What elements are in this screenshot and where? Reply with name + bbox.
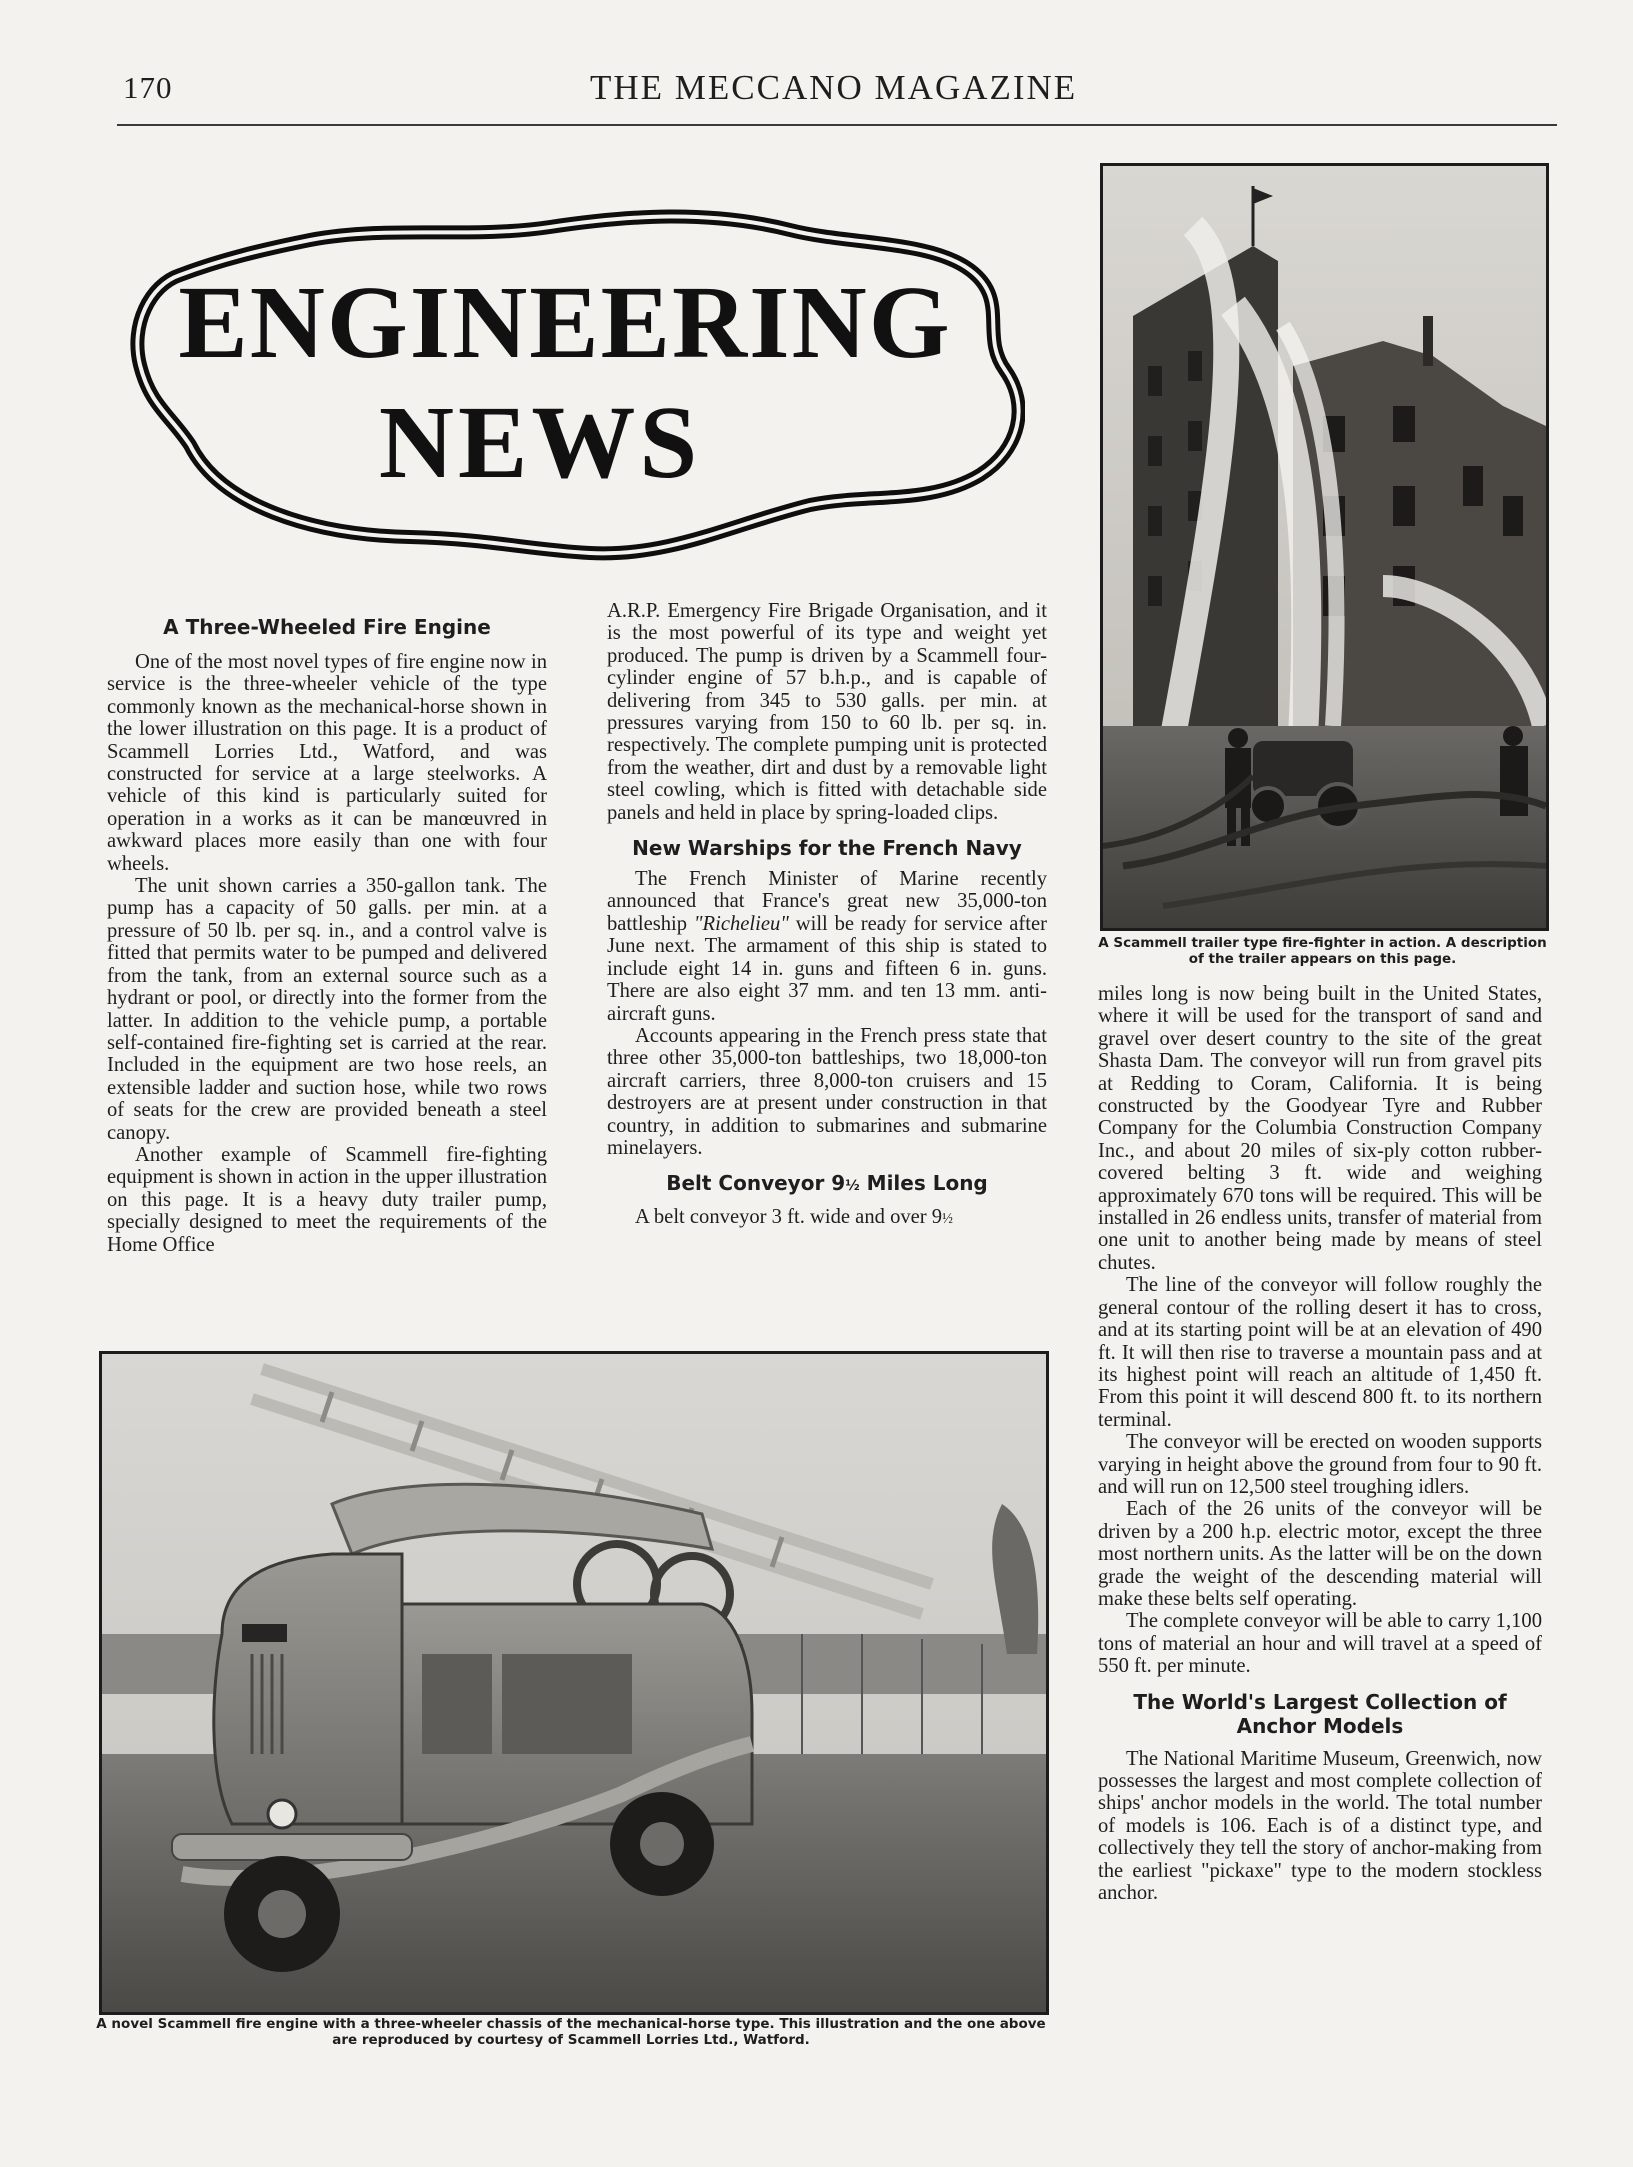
trailer-fire-fighter-photo bbox=[1100, 163, 1549, 931]
three-wheeler-fire-engine-photo bbox=[99, 1351, 1049, 2015]
cab bbox=[214, 1554, 402, 1824]
warships-paragraph: The French Minister of Marine recently announced that France's great new 35,000-ton battleship "Richelieu" will be ready for service after June next. The armament of this ship is stated to include eight 14 in. guns and fifteen 6 in. guns. There are also eight 37 mm. and ten 13 mm. anti-aircraft guns. bbox=[607, 868, 1047, 1025]
conveyor-paragraph: miles long is now being built in the United States, where it will be used for the transport of sand and gravel over desert country to the site of the great Shasta Dam. The conveyor will run from gravel pits at Redding to Coram, California. It is being constructed by the Goodyear Tyre and Rubber Company for the Columbia Construction Company Inc., and about 20 miles of six-ply cotton rubber-covered belting 3 ft. wide and weighing approximately 670 tons will be required. This will be installed in 26 endless units, transfer of material from one unit to another being made by means of steel chutes. bbox=[1098, 983, 1542, 1274]
conveyor-paragraph: Each of the 26 units of the conveyor will be driven by a 200 h.p. electric motor, except the three most northern units. As the latter will be on the down grade the weight of the descending material will make these belts self operating. bbox=[1098, 1498, 1542, 1610]
logo-line-engineering: ENGINEERING bbox=[178, 265, 952, 380]
headlamp-icon bbox=[268, 1800, 296, 1828]
engineering-news-logo bbox=[110, 205, 1025, 575]
conveyor-paragraph-start: A belt conveyor 3 ft. wide and over 9½ bbox=[635, 1206, 953, 1229]
photo-illustration bbox=[102, 1354, 1046, 2012]
warships-paragraph: Accounts appearing in the French press state that three other 35,000-ton battleships, two 18,000-ton aircraft carriers, three 8,000-ton cruisers and 15 destroyers are at present under construction in that country, in addition to submarines and submarine minelayers. bbox=[607, 1024, 1047, 1159]
photo-illustration bbox=[1103, 166, 1546, 928]
article-column-3 bbox=[1098, 983, 1542, 1904]
front-bumper bbox=[172, 1834, 412, 1860]
conveyor-paragraph: The conveyor will be erected on wooden supports varying in height above the ground from four to 90 ft. and will run on 12,500 steel troughing idlers. bbox=[1098, 1431, 1542, 1498]
page-number: 170 bbox=[123, 70, 173, 105]
ship-name: "Richelieu" bbox=[693, 912, 789, 935]
article-column-1 bbox=[107, 615, 547, 1256]
logo-line-news: NEWS bbox=[378, 385, 702, 500]
anchors-heading: The World's Largest Collection of Anchor Models bbox=[1133, 1689, 1507, 1738]
fire-engine-paragraph: One of the most novel types of fire engine now in service is the three-wheeler vehicle of the type commonly known as the mechanical-horse shown in the lower illustration on this page. It is a product of Scammell Lorries Ltd., Watford, and was constructed for service at a large steelworks. A vehicle of this kind is particularly suited for operation in a works as it can be manœuvred in awkward places more easily than one with four wheels. bbox=[107, 651, 547, 875]
conveyor-paragraph: The line of the conveyor will follow roughly the general contour of the rolling desert it has to cross, and at its starting point will be at an elevation of 490 ft. It will then rise to traverse a mountain pass and at its highest point will reach an altitude of 1,450 ft. From this point it will descend 800 ft. to its northern terminal. bbox=[1098, 1274, 1542, 1431]
fire-engine-paragraph: The unit shown carries a 350-gallon tank. The pump has a capacity of 50 galls. per min. at a pressure of 50 lb. per sq. in., and a control valve is fitted that permits water to be pumped and delivered from the tank, from an external source such as a hydrant or pool, or directly into the former from the latter. In addition to the vehicle pump, a portable self-contained fire-fighting set is carried at the rear. Included in the equipment are two hose reels, an extensible ladder and suction hose, while two rows of seats for the crew are provided beneath a steel canopy. bbox=[107, 875, 547, 1144]
fire-engine-heading: A Three-Wheeled Fire Engine bbox=[163, 615, 491, 639]
conveyor-heading: Belt Conveyor 9½ Miles Long bbox=[666, 1171, 988, 1196]
warships-heading: New Warships for the French Navy bbox=[632, 836, 1022, 861]
conveyor-paragraph: The complete conveyor will be able to carry 1,100 tons of material an hour and will travel at a speed of 550 ft. per minute. bbox=[1098, 1610, 1542, 1678]
fire-engine-paragraph: Another example of Scammell fire-fighting equipment is shown in action in the upper illustration on this page. It is a heavy duty trailer pump, specially designed to meet the requirements of the Home Office bbox=[107, 1143, 547, 1256]
magazine-title: THE MECCANO MAGAZINE bbox=[590, 68, 1078, 107]
fire-engine-paragraph: A.R.P. Emergency Fire Brigade Organisation, and it is the most powerful of its type and weight yet produced. The pump is driven by a Scammell four-cylinder engine of 57 b.h.p., and is capable of delivering from 345 to 530 galls. per min. at pressures varying from 150 to 60 lb. per sq. in. respectively. The complete pumping unit is protected from the weather, dirt and dust by a removable light steel cowling, which is fitted with detachable side panels and held in place by spring-loaded clips. bbox=[607, 600, 1047, 824]
top-photo-caption: A Scammell trailer type fire-fighter in action. A description of the trailer appears on this page. bbox=[1098, 935, 1547, 967]
bottom-photo-caption: A novel Scammell fire engine with a three-wheeler chassis of the mechanical-horse type. This illustration and the one above are reproduced by courtesy of Scammell Lorries Ltd., Watford. bbox=[96, 2016, 1046, 2048]
anchors-paragraph: The National Maritime Museum, Greenwich, now possesses the largest and most complete collection of ships' anchor models in the world. The total number of models is 106. Each is of a distinct type, and collectively they tell the story of anchor-making from the earliest "pickaxe" type to the modern stockless anchor. bbox=[1098, 1747, 1542, 1905]
header-rule bbox=[117, 124, 1557, 126]
article-column-2 bbox=[607, 600, 1047, 1231]
